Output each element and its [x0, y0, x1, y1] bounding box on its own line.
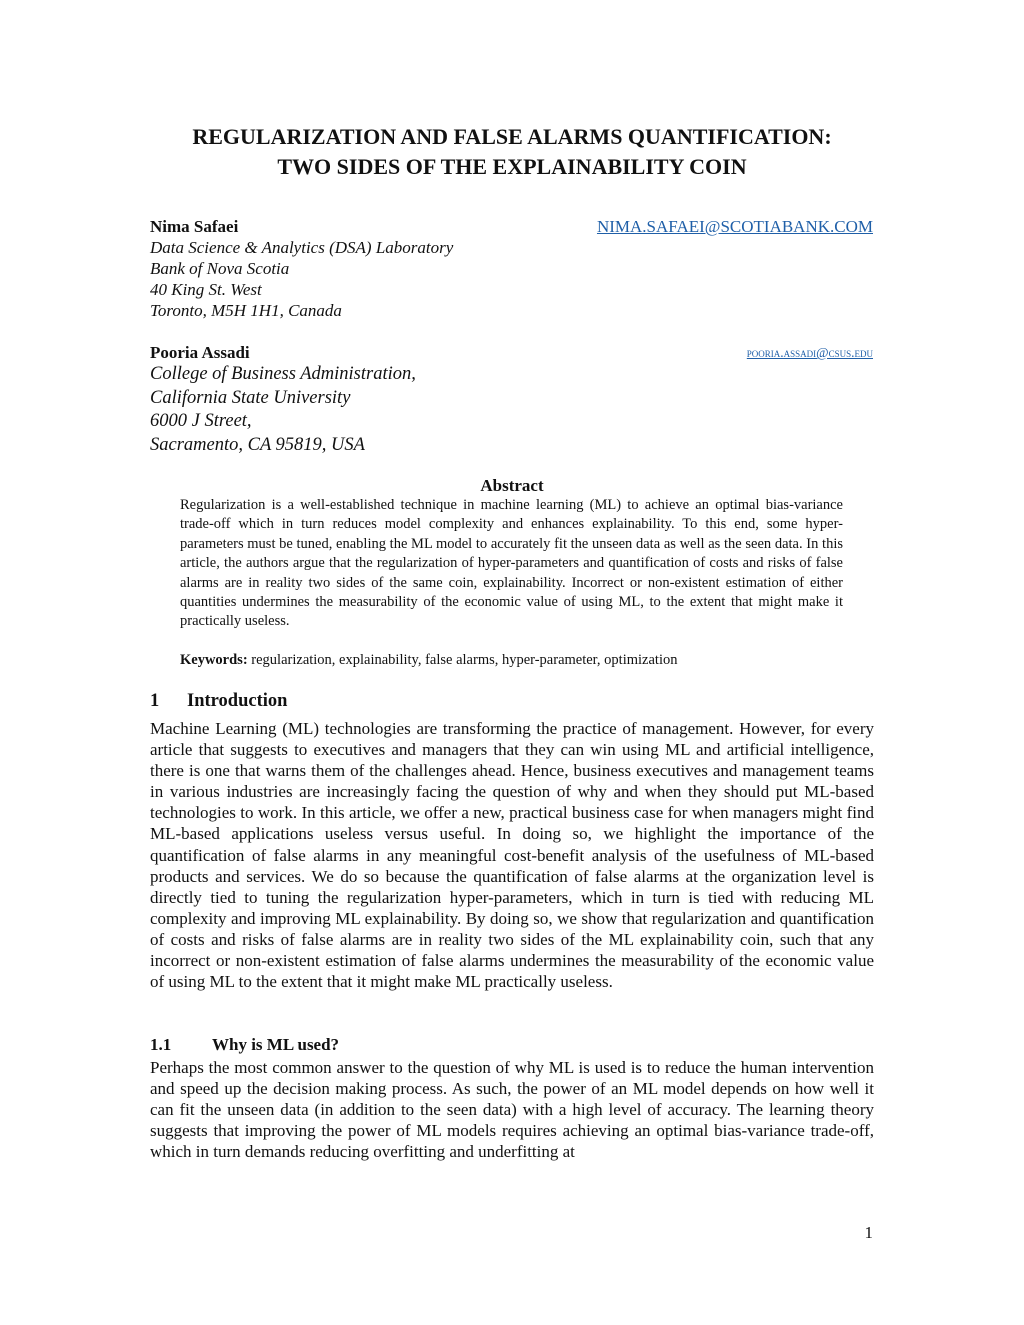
subsection-number: 1.1 [150, 1035, 172, 1054]
author-block-2 [150, 342, 550, 457]
abstract-text: Regularization is a well-established technique in machine learning (ML) to achieve an optimal bias-variance trade-off which in turn reduces model complexity and enhances explainability. To this end, some hyper-parameters must be tuned, enabling the ML model to accurately fit the unseen data as well as the seen data. In this article, the authors argue that the regularization of hyper-parameters and quantification of costs and risks of false alarms are in reality two sides of the same coin, explainability. Incorrect or non-existent estimation of either quantities undermines the measurability of the economic value of using ML, to the extent that might make it practically useless. [180, 497, 843, 630]
section-heading [150, 690, 287, 712]
author-affiliation-line: College of Business Administration, [150, 364, 416, 384]
author-email-link[interactable]: pooria.assadi@csus.edu [746, 345, 873, 360]
section-title: Introduction [187, 691, 288, 711]
author-email-link[interactable]: NIMA.SAFAEI@SCOTIABANK.COM [596, 217, 873, 236]
author-affiliation-line: Toronto, M5H 1H1, Canada [150, 301, 342, 320]
author-affiliation-line: California State University [150, 387, 351, 408]
author-affiliation-line: Bank of Nova Scotia [150, 259, 290, 278]
abstract-heading: Abstract [480, 476, 544, 495]
author-affiliation-line: Data Science & Analytics (DSA) Laboratory [150, 238, 454, 257]
section-body-text: Machine Learning (ML) technologies are transforming the practice of management. However, for every article that suggests to executives and managers that they can win using ML and artificial intelligence, there is one that warns them of the challenges ahead. Hence, business executives and management teams in various industries are increasingly facing the question of why and when they should put ML-based technologies to work. In this article, we offer a new, practical business case for when managers might find ML-based applications useless versus useful. In doing so, we highlight the importance of the quantification of false alarms in any meaningful cost-benefit analysis of the usefulness of ML-based products and services. We do so because the quantification of false alarms at the organization level is directly tied to tuning the regularization hyper-parameters, which in turn is tied with reducing ML complexity and improving ML explainability. By doing so, we show that regularization and quantification of costs and risks of false alarms are in reality two sides of the ML explainability coin, such that any incorrect or non-existent estimation of false alarms undermines the measurability of the economic value of using ML to the extent that it might make ML practically useless. [150, 719, 874, 992]
author-name: Pooria Assadi [150, 343, 250, 362]
paper-title [0, 122, 1024, 182]
keywords-text: regularization, explainability, false alarms, hyper-parameter, optimization [251, 652, 678, 668]
section-number: 1 [150, 691, 160, 711]
subsection-body-text: Perhaps the most common answer to the question of why ML is used is to reduce the human intervention and speed up the decision making process. As such, the power of an ML model depends on how well it can fit the unseen data (in addition to the seen data) with a high level of accuracy. The learning theory suggests that improving the power of ML models requires achieving an optimal bias-variance trade-off, which in turn demands reducing overfitting and underfitting at [150, 1058, 874, 1162]
keywords [180, 651, 843, 670]
subsection-title: Why is ML used? [212, 1035, 340, 1054]
keywords-label: Keywords: [180, 652, 248, 668]
author-affiliation-line: 6000 J Street, [150, 411, 252, 431]
author-affiliation-line: Sacramento, CA 95819, USA [150, 434, 365, 455]
title-line-1: REGULARIZATION AND FALSE ALARMS QUANTIFICATION: [192, 124, 832, 149]
page-number: 1 [864, 1223, 873, 1242]
title-line-2: TWO SIDES OF THE EXPLAINABILITY COIN [277, 154, 747, 179]
author-block-1 [150, 216, 550, 321]
author-name: Nima Safaei [150, 217, 239, 236]
subsection-heading [150, 1034, 339, 1055]
author-affiliation-line: 40 King St. West [150, 280, 262, 299]
